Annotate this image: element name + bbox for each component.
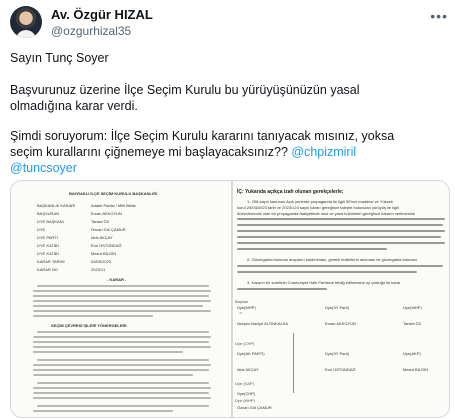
signature-name: Mesut BİLGİN (403, 367, 429, 372)
doc-text-line (33, 341, 209, 343)
doc-heading: BAYRAKLI İLÇE SEÇİM KURULU BAŞKANLIĞI (69, 191, 158, 196)
signature-name: Erol ÜSTÜNDAĞ (325, 367, 356, 372)
doc-text-line (33, 310, 211, 312)
doc-text-line (37, 285, 209, 287)
signature-name: Özcan Gül ÇAMUR (237, 405, 272, 410)
author-handle[interactable]: @ozgurhizal35 (51, 24, 132, 38)
doc-field-label: KARAR NO (37, 267, 58, 272)
doc-text-line (33, 315, 153, 317)
doc-field-value: Tansel ÖZ (91, 219, 110, 224)
signature-name: Ercan AKKOYUN (325, 321, 356, 326)
doc-field-value: Özcan Gül ÇAMUR (91, 227, 126, 232)
signature-role: Üye(MHP) (403, 305, 422, 310)
tweet-line: olmadığına karar verdi. (10, 99, 138, 113)
avatar[interactable] (10, 6, 42, 38)
doc-field-value: 2023/11 (91, 267, 106, 272)
doc-text-line (37, 405, 209, 407)
tweet-media[interactable] (10, 180, 450, 418)
tweet-header (10, 6, 450, 42)
doc-item: 3- Kararın bir suretinin Cumhuriyet Halk Partisine tebliğ edilmesine oy çokluğu ile karar (247, 280, 401, 285)
doc-text-line (237, 224, 443, 226)
doc-field-value: Ercan AKKOYUN (91, 211, 122, 216)
signature-role: Üye(İYİ Parti) (325, 351, 350, 356)
doc-text-line (33, 397, 211, 399)
doc-field-label: BAŞVURAN (37, 211, 60, 216)
signature-role: Üye(AK PARTİ) (237, 351, 265, 356)
doc-text-line (237, 248, 387, 250)
doc-text-line (33, 336, 211, 338)
doc-field-value: Erol ÜSTÜNDAĞ (91, 243, 122, 248)
stamp-line (293, 333, 294, 393)
document-page-left (11, 181, 231, 417)
doc-text-line (33, 305, 203, 307)
margin-label: Başkan (235, 299, 249, 304)
margin-label: Üye (MHP) (235, 398, 255, 403)
doc-text-line (37, 331, 209, 333)
signature-mark: ~ (239, 311, 243, 317)
doc-text-line (33, 392, 209, 394)
doc-text-line (237, 271, 417, 273)
signature-name: İdris AKÇAY (237, 367, 259, 372)
doc-field-label: KARAR TARİHİ (37, 259, 65, 264)
document-page-right (233, 181, 449, 417)
doc-item: kurul 25/03/2023 tarih ve 2023/124 sayılı kararı gereğince talepte bulunulan yürüyüş ile ilgili (237, 205, 399, 210)
mention-link[interactable]: @tuncsoyer (10, 161, 77, 175)
doc-field-value: Mesut BİLGİN (91, 251, 117, 256)
doc-text-line (237, 236, 441, 238)
doc-section-title: SEÇİM ÇEVRESİ İŞLERİ YÖNERGELERİ (51, 323, 127, 328)
doc-text-line (33, 346, 211, 348)
doc-field-value: Adalet Partisi / Millî İttifak (91, 203, 136, 208)
doc-text-line (33, 290, 211, 292)
doc-field-label: ÜYE BAŞKANI (37, 219, 64, 224)
doc-text-line (33, 364, 211, 366)
doc-text-line (237, 218, 445, 220)
doc-text-line (237, 230, 445, 232)
tweet-line: Şimdi soruyorum: İlçe Seçim Kurulu kararını tanıyacak mısınız, yoksa (10, 129, 395, 143)
doc-field-label: ÜYE KATİBİ (37, 243, 59, 248)
tweet-line-text: seçim kurallarını çiğnemeye mi başlayacaksınız?? (10, 145, 292, 159)
doc-field-value: 03/05/2023 (91, 259, 112, 264)
doc-text-line (37, 382, 209, 384)
doc-field-label: ÜYE (37, 227, 46, 232)
doc-text-line (237, 265, 443, 267)
doc-section-title: - KARAR - (107, 277, 127, 282)
doc-field-label: BAŞKANLIK KARARI (37, 203, 76, 208)
margin-label: Üye (SAP) (235, 381, 254, 386)
doc-field-label: ÜYE PARTİ (37, 235, 58, 240)
doc-item: düzenlenecek olan bir propaganda faaliyetinde usul ve yasa hükümleri gereğince kararın verilmesine (237, 211, 416, 216)
signature-name: Tansel ÖZ (403, 321, 422, 326)
doc-text-line (237, 288, 327, 290)
doc-text-line (33, 300, 211, 302)
tweet-line: Başvurunuz üzerine İlçe Seçim Kurulu bu yürüyüşünüzün yasal (10, 83, 360, 97)
author-name[interactable]: Av. Özgür HIZAL (51, 7, 153, 22)
doc-text-line (33, 387, 211, 389)
tweet-line (10, 160, 77, 176)
doc-text-line (33, 369, 209, 371)
margin-label: Üye (CHP) (235, 341, 255, 346)
tweet-line: Sayın Tunç Soyer (10, 51, 109, 65)
doc-text-line (33, 374, 193, 376)
doc-text-line (33, 410, 173, 412)
doc-field-value: İdris AKÇAY (91, 235, 113, 240)
doc-item: 1- 298 sayılı kanunun Açık yerlerde propaganda ile ilgili 50'inci maddesi ve Yüksek (247, 199, 393, 204)
signature-name: Nurşen Naciye ALTINKALKA (237, 321, 289, 326)
mention-link[interactable]: @chpizmiril (291, 145, 357, 159)
doc-text-line (37, 359, 209, 361)
tweet-line (10, 144, 356, 160)
doc-intro: İÇ: Yukarıda açıkça izah olunan gerekçelerle; (237, 189, 344, 195)
signature-role: Üye(AKP) (403, 351, 421, 356)
signature-role: Üye(İYİ Parti) (325, 305, 350, 310)
doc-field-label: ÜYE KATİBİ (37, 251, 59, 256)
doc-item: 2- Güzergahta bulunan araçların kaldırılması, gerekli tedbirlerin alınması ve güzergahta bulunan (247, 257, 417, 262)
more-horizontal-icon[interactable]: ••• (430, 8, 448, 24)
signature-role: Üye(MHP) (237, 305, 256, 310)
doc-text-line (237, 242, 445, 244)
doc-text-line (33, 295, 209, 297)
doc-text-line (33, 351, 183, 353)
signature-role: Üye(CHP) (237, 391, 256, 396)
